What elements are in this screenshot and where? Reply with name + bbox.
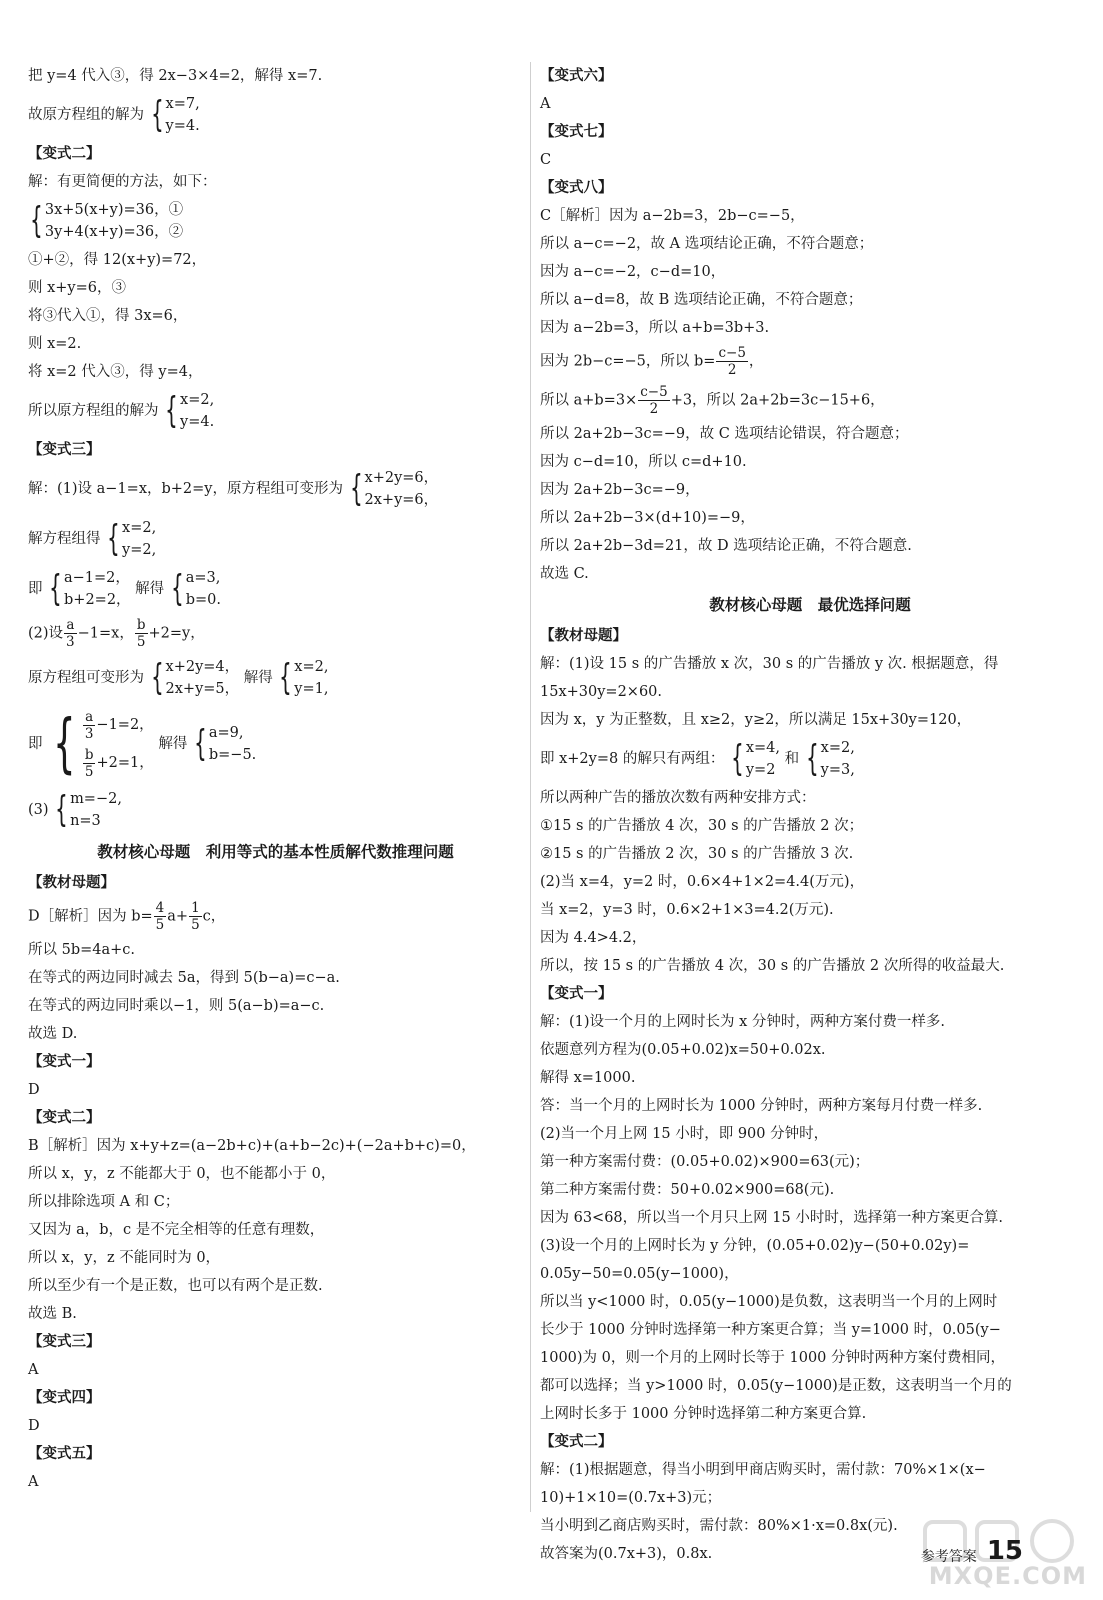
text-line: 因为 63<68，所以当一个月只上网 15 小时时，选择第一种方案更合算. xyxy=(540,1210,1003,1226)
section-heading: 【变式五】 xyxy=(28,1445,101,1462)
section-heading: 【变式六】 xyxy=(540,67,613,84)
section-heading: 【变式八】 xyxy=(540,179,613,196)
text-line: ①15 s 的广告播放 4 次，30 s 的广告播放 2 次； xyxy=(540,818,864,834)
column-divider xyxy=(530,62,531,1512)
fraction: $\frac{4}{5}$ xyxy=(155,900,165,933)
fraction: $\frac{a}{3}$ xyxy=(84,708,94,742)
left-brace: { xyxy=(49,568,62,609)
text-line: 第一种方案需付费：(0.05+0.02)×900=63(元)； xyxy=(540,1154,870,1170)
text-line: 所以 2a+2b−3c=−9，故 C 选项结论错误，符合题意； xyxy=(540,426,909,442)
text-line: 当 x=2，y=3 时，0.6×2+1×3=4.2(万元). xyxy=(540,902,834,918)
text-line: C［解析］因为 a−2b=3，2b−c=−5， xyxy=(540,208,805,224)
section-heading: 【变式二】 xyxy=(540,1433,613,1450)
text-line: 所以 2a+2b−3d=21，故 D 选项结论正确，不符合题意. xyxy=(540,538,912,554)
text-line: 故选 D. xyxy=(28,1026,78,1042)
solution-line: 解：(1)设 a−1=x，b+2=y，原方程组可变形为 { x+2y=6， 2x+y=6， xyxy=(28,468,439,509)
text-line: 所以至少有一个是正数，也可以有两个是正数. xyxy=(28,1278,323,1294)
equation-system: { 3x+5(x+y)=36，① 3y+4(x+y)=36，② xyxy=(30,200,184,241)
answer: D xyxy=(28,1082,40,1098)
answer: C xyxy=(540,152,552,168)
page-number: 15 xyxy=(986,1536,1023,1566)
text-line: B［解析］因为 x+y+z=(a−2b+c)+(a+b−2c)+(−2a+b+c)=0， xyxy=(28,1138,476,1154)
left-brace: { xyxy=(150,657,164,698)
left-brace: { xyxy=(805,738,819,779)
left-brace: { xyxy=(279,657,293,698)
text-line: (2)当 x=4，y=2 时，0.6×4+1×2=4.4(万元)， xyxy=(540,874,865,890)
solution-line: 所以 a+b=3× $\frac{c-5}{2}$ +3，所以 2a+2b=3c−15+6， xyxy=(540,384,885,417)
text-line: 0.05y−50=0.05(y−1000)， xyxy=(540,1266,739,1282)
text-line: 因为 x，y 为正整数，且 x≥2，y≥2，所以满足 15x+30y=120， xyxy=(540,712,972,728)
text-line: 都可以选择；当 y>1000 时，0.05(y−1000)是正数，这表明当一个月的 xyxy=(540,1378,1012,1394)
page-footer xyxy=(921,1536,1023,1566)
solution-line: 原方程组可变形为 { x+2y=4， 2x+y=5， 解得 { x=2, y=1, xyxy=(28,657,329,698)
fraction: $\frac{a}{3}$ xyxy=(66,617,75,650)
section-heading: 【变式三】 xyxy=(28,441,101,458)
text-line: 所以两种广告的播放次数有两种安排方式： xyxy=(540,790,816,806)
text-line: ①+②，得 12(x+y)=72， xyxy=(28,252,207,268)
left-brace: { xyxy=(731,738,744,779)
solution-line: 所以原方程组的解为 { x=2, y=4. xyxy=(28,390,215,431)
text-line: 所以 a−c=−2，故 A 选项结论正确，不符合题意； xyxy=(540,236,874,252)
text-line: 所以 x，y，z 不能同时为 0， xyxy=(28,1250,221,1266)
text-line: 所以当 y<1000 时，0.05(y−1000)是负数，这表明当一个月的上网时 xyxy=(540,1294,998,1310)
text-line: 因为 2a+2b−3c=−9， xyxy=(540,482,700,498)
text-line: 因为 a−2b=3，所以 a+b=3b+3. xyxy=(540,320,770,336)
left-brace: { xyxy=(107,518,120,559)
solution-line: 解方程组得 { x=2, y=2, xyxy=(28,518,157,559)
section-heading: 【变式二】 xyxy=(28,1109,101,1126)
text-line: 因为 4.4>4.2， xyxy=(540,930,647,946)
text-line: 1000)为 0，则一个月的上网时长等于 1000 分钟时两种方案付费相同， xyxy=(540,1350,1006,1366)
solution-line: 故原方程组的解为 { x=7, y=4. xyxy=(28,94,200,135)
text-line: 第二种方案需付费：50+0.02×900=68(元). xyxy=(540,1182,835,1198)
section-title: 教材核心母题 最优选择问题 xyxy=(709,595,911,614)
section-heading: 【变式四】 xyxy=(28,1389,101,1406)
fraction: $\frac{b}{5}$ xyxy=(84,746,94,780)
text-line: 因为 a−c=−2，c−d=10， xyxy=(540,264,726,280)
section-heading: 【变式一】 xyxy=(28,1053,101,1070)
text-line: 上网时长多于 1000 分钟时选择第二种方案更合算. xyxy=(540,1406,867,1422)
left-brace: { xyxy=(55,789,68,830)
left-column xyxy=(28,62,523,1496)
right-column xyxy=(540,62,1080,1568)
text-line: 所以，按 15 s 的广告播放 4 次，30 s 的广告播放 2 次所得的收益最大. xyxy=(540,958,1005,974)
answer: D xyxy=(28,1418,40,1434)
text-line: 在等式的两边同时乘以−1，则 5(a−b)=a−c. xyxy=(28,998,325,1014)
text-line: ②15 s 的广告播放 2 次，30 s 的广告播放 3 次. xyxy=(540,846,854,862)
text-line: 因为 c−d=10，所以 c=d+10. xyxy=(540,454,747,470)
text-line: 把 y=4 代入③，得 2x−3×4=2，解得 x=7. xyxy=(28,68,323,84)
text-line: (2)当一个月上网 15 小时，即 900 分钟时， xyxy=(540,1126,829,1142)
text-line: 解：有更简便的方法，如下： xyxy=(28,174,217,190)
solution-line: D［解析］因为 b= $\frac{4}{5}$ a+ $\frac{1}{5}$ c， xyxy=(28,900,226,933)
section-heading: 【变式二】 xyxy=(28,145,101,162)
text-line: 当小明到乙商店购买时，需付款：80%×1·x=0.8x(元). xyxy=(540,1518,898,1534)
section-title: 教材核心母题 利用等式的基本性质解代数推理问题 xyxy=(97,842,454,861)
text-line: 解：(1)设一个月的上网时长为 x 分钟时，两种方案付费一样多. xyxy=(540,1014,946,1030)
section-heading: 【教材母题】 xyxy=(540,627,627,644)
answer: A xyxy=(28,1362,39,1378)
text-line: 故选 B. xyxy=(28,1306,77,1322)
text-line: 又因为 a，b，c 是不完全相等的任意有理数， xyxy=(28,1222,325,1238)
solution-line: 即 x+2y=8 的解只有两组： { x=4, y=2 和 { x=2, y=3, xyxy=(540,738,855,779)
section-heading: 【变式三】 xyxy=(28,1333,101,1350)
text-line: 所以 5b=4a+c. xyxy=(28,942,136,958)
text-line: 故选 C. xyxy=(540,566,589,582)
text-line: 将 x=2 代入③，得 y=4， xyxy=(28,364,203,380)
left-brace: { xyxy=(30,200,43,241)
left-brace: { xyxy=(194,723,207,764)
text-line: 所以 x，y，z 不能都大于 0，也不能都小于 0， xyxy=(28,1166,336,1182)
text-line: 则 x=2. xyxy=(28,336,82,352)
left-brace: { xyxy=(349,468,363,509)
solution-line: 即 { a−1=2， b+2=2， 解得 { a=3, b=0. xyxy=(28,568,221,609)
fraction: $\frac{1}{5}$ xyxy=(191,900,200,933)
left-brace: { xyxy=(170,568,184,609)
text-line: 15x+30y=2×60. xyxy=(540,684,663,700)
left-brace: { xyxy=(165,390,178,431)
text-line: 故答案为(0.7x+3)，0.8x. xyxy=(540,1546,713,1562)
text-line: 10)+1×10=(0.7x+3)元； xyxy=(540,1490,722,1506)
text-line: 长少于 1000 分钟时选择第一种方案更合算；当 y=1000 时，0.05(y− xyxy=(540,1322,1001,1338)
text-line: 答：当一个月的上网时长为 1000 分钟时，两种方案每月付费一样多. xyxy=(540,1098,983,1114)
text-line: 所以排除选项 A 和 C； xyxy=(28,1194,180,1210)
answer: A xyxy=(28,1474,39,1490)
text-line: 解得 x=1000. xyxy=(540,1070,636,1086)
fraction: $\frac{c-5}{2}$ xyxy=(718,345,746,378)
text-line: 所以 2a+2b−3×(d+10)=−9， xyxy=(540,510,755,526)
text-line: 则 x+y=6，③ xyxy=(28,280,127,296)
solution-line: (2)设 $\frac{a}{3}$ −1=x， $\frac{b}{5}$ +2=y， xyxy=(28,617,205,650)
solution-line: 即 { $\frac{a}{3}$ −1=2， $\frac{b}{5}$ +2=1， 解得 { a=9, b=−5. xyxy=(28,707,257,781)
text-line: 所以 a−d=8，故 B 选项结论正确，不符合题意； xyxy=(540,292,863,308)
section-heading: 【变式七】 xyxy=(540,123,613,140)
section-heading: 【变式一】 xyxy=(540,985,613,1002)
answer: A xyxy=(540,96,551,112)
text-line: 依题意列方程为(0.05+0.02)x=50+0.02x. xyxy=(540,1042,826,1058)
fraction: $\frac{c-5}{2}$ xyxy=(640,384,668,417)
text-line: 将③代入①，得 3x=6， xyxy=(28,308,188,324)
text-line: (3)设一个月的上网时长为 y 分钟，(0.05+0.02)y−(50+0.02y)= xyxy=(540,1238,970,1254)
solution-line: (3) { m=−2, n=3 xyxy=(28,789,122,830)
equation-system: { x=7, y=4. xyxy=(150,94,200,135)
left-brace: { xyxy=(53,707,76,781)
text-line: 解：(1)设 15 s 的广告播放 x 次，30 s 的广告播放 y 次. 根据题意，得 xyxy=(540,656,999,672)
watermark-text: MXQE.COM xyxy=(928,1562,1087,1590)
solution-line: 因为 2b−c=−5，所以 b= $\frac{c-5}{2}$ ， xyxy=(540,345,764,378)
section-heading: 【教材母题】 xyxy=(28,874,115,891)
left-brace: { xyxy=(150,94,164,135)
text-line: 在等式的两边同时减去 5a，得到 5(b−a)=c−a. xyxy=(28,970,340,986)
text-line: 解：(1)根据题意，得当小明到甲商店购买时，需付款：70%×1×(x− xyxy=(540,1462,986,1478)
footer-label: 参考答案 xyxy=(920,1549,977,1565)
fraction: $\frac{b}{5}$ xyxy=(136,617,146,650)
